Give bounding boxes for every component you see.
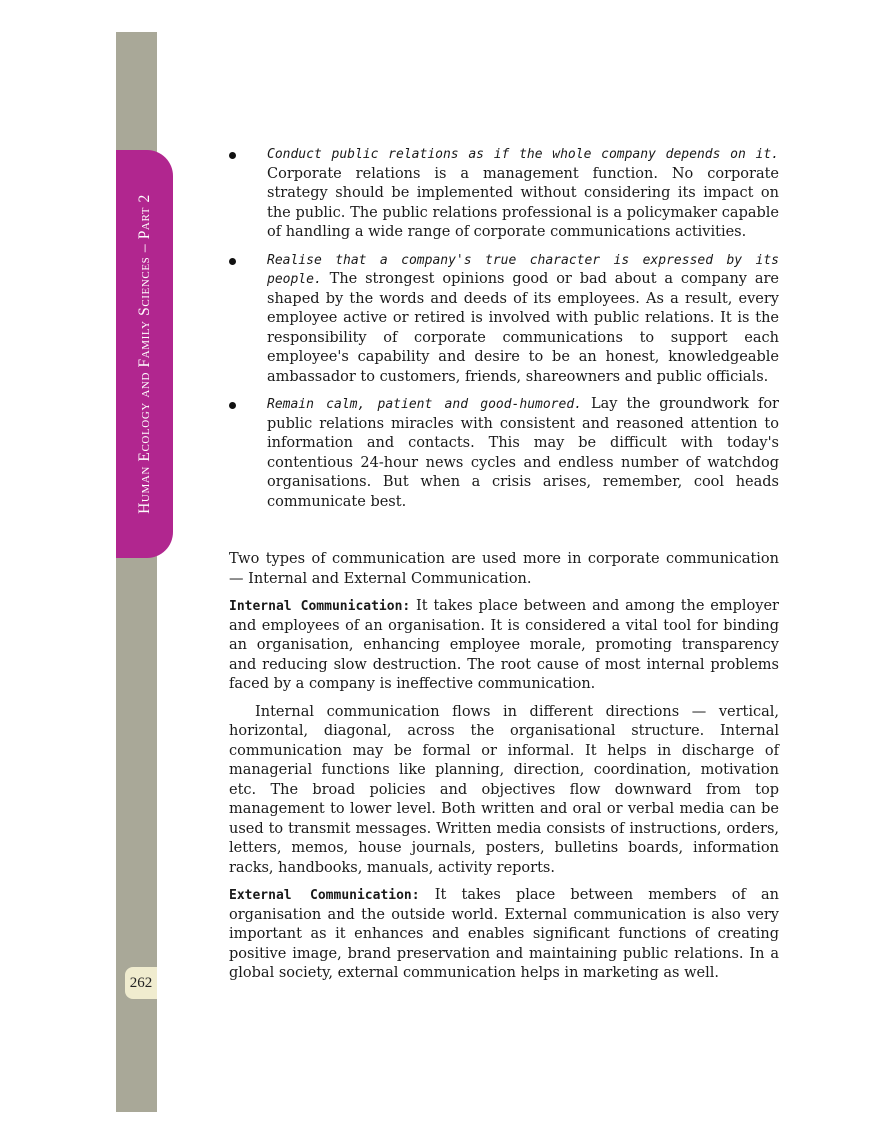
external-heading: External Communication: <box>229 888 420 903</box>
internal-paragraph <box>229 597 779 695</box>
bullet-text: Corporate relations is a management function. No corporate strategy should be implemented without considering its impact on the public. The public relations professional is a policymaker capable of handling a wide range of corporate communications activities. <box>267 165 779 240</box>
page-content <box>229 145 779 992</box>
bullet-lead: Realise that a company's true character is expressed by its people. <box>267 252 779 287</box>
internal-text: It takes place between and among the employer and employees of an organisation. It is considered a vital tool for binding an organisation, enhancing employee morale, promoting transparency and reducing slow destruction. The root cause of most internal problems faced by a company is ineffective communication. <box>229 598 779 692</box>
list-item <box>229 145 779 243</box>
list-item <box>229 251 779 388</box>
intro-paragraph: Two types of communication are used more in corporate communication — Internal and External Communication. <box>229 551 779 587</box>
list-item <box>229 395 779 512</box>
book-title: Human Ecology and Family Sciences – Part 2 <box>136 194 153 514</box>
bullet-text: The strongest opinions good or bad about a company are shaped by the words and deeds of its employees. As a result, every employee active or retired is involved with public relations. It is the responsibility of corporate communications to support each employee's capability and desire to be an honest, knowledgeable ambassador to customers, friends, shareowners and public officials. <box>267 271 779 385</box>
page-number: 262 <box>125 967 157 999</box>
external-paragraph <box>229 886 779 984</box>
internal-heading: Internal Communication: <box>229 599 411 614</box>
bullet-lead: Remain calm, patient and good-humored. <box>267 397 582 412</box>
internal-paragraph-2: Internal communication flows in different directions — vertical, horizontal, diagonal, across the organisational structure. Internal communication may be formal or informal. It helps in discharge of managerial functions like planning, direction, coordination, motivation etc. The broad policies and objectives flow downward from top management to lower level. Both written and oral or verbal media can be used to transmit messages. Written media consists of instructions, orders, letters, memos, house journals, posters, bulletins boards, information racks, handbooks, manuals, activity reports. <box>229 703 779 876</box>
bullet-list <box>229 145 779 512</box>
bullet-lead: Conduct public relations as if the whole company depends on it. <box>267 147 779 162</box>
external-text: It takes place between members of an organisation and the outside world. External communication is also very important as it enhances and enables significant functions of creating positive image, brand preservation and maintaining public relations. In a global society, external communication helps in marketing as well. <box>229 887 779 981</box>
bullet-text: Lay the groundwork for public relations miracles with consistent and reasoned attention to information and contacts. This may be difficult with today's contentious 24-hour news cycles and endless number of watchdog organisations. But when a crisis arises, remember, cool heads communicate best. <box>267 396 779 510</box>
